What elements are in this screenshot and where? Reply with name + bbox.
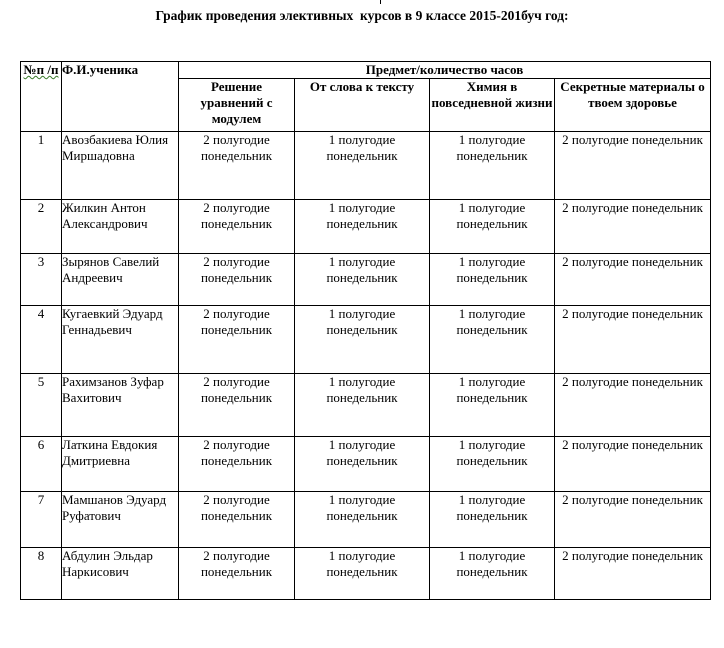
student-name: Мамшанов Эдуард Руфатович [62, 492, 179, 548]
course-cell: 1 полугодие понедельник [295, 200, 430, 254]
page-marker [380, 0, 381, 4]
student-name: Абдулин Эльдар Наркисович [62, 548, 179, 600]
course-cell: 1 полугодие понедельник [295, 548, 430, 600]
course-cell: 1 полугодие понедельник [430, 306, 555, 374]
header-course: От слова к тексту [295, 79, 430, 132]
elective-schedule-table [20, 61, 711, 600]
row-number: 3 [21, 254, 62, 306]
course-cell: 2 полугодие понедельник [179, 374, 295, 437]
course-cell: 1 полугодие понедельник [430, 374, 555, 437]
course-cell: 2 полугодие понедельник [555, 548, 711, 600]
course-cell: 2 полугодие понедельник [555, 200, 711, 254]
table-row [21, 374, 711, 437]
course-cell: 1 полугодие понедельник [295, 437, 430, 492]
header-course: Решение уравнений с модулем [179, 79, 295, 132]
table-row [21, 200, 711, 254]
header-student-name: Ф.И.ученика [62, 62, 179, 132]
course-cell: 2 полугодие понедельник [555, 254, 711, 306]
course-cell: 1 полугодие понедельник [430, 254, 555, 306]
row-number: 4 [21, 306, 62, 374]
course-cell: 2 полугодие понедельник [179, 492, 295, 548]
document-title: График проведения элективных курсов в 9 классе 2015-201буч год: [155, 8, 569, 23]
course-cell: 2 полугодие понедельник [179, 132, 295, 200]
row-number: 1 [21, 132, 62, 200]
course-cell: 2 полугодие понедельник [555, 492, 711, 548]
student-name: Авозбакиева Юлия Миршадовна [62, 132, 179, 200]
table-row [21, 437, 711, 492]
row-number: 6 [21, 437, 62, 492]
header-course: Секретные материалы о твоем здоровье [555, 79, 711, 132]
row-number: 7 [21, 492, 62, 548]
course-cell: 2 полугодие понедельник [179, 200, 295, 254]
header-subject-hours: Предмет/количество часов [179, 62, 711, 79]
student-name: Зырянов Савелий Андреевич [62, 254, 179, 306]
course-cell: 2 полугодие понедельник [555, 437, 711, 492]
table-row [21, 306, 711, 374]
course-cell: 1 полугодие понедельник [430, 492, 555, 548]
table-row [21, 254, 711, 306]
course-cell: 2 полугодие понедельник [179, 548, 295, 600]
course-cell: 2 полугодие понедельник [555, 132, 711, 200]
course-cell: 1 полугодие понедельник [295, 374, 430, 437]
table-row [21, 132, 711, 200]
row-number: 8 [21, 548, 62, 600]
header-course: Химия в повседневной жизни [430, 79, 555, 132]
student-name: Жилкин Антон Александрович [62, 200, 179, 254]
student-name: Рахимзанов Зуфар Вахитович [62, 374, 179, 437]
course-cell: 1 полугодие понедельник [295, 306, 430, 374]
row-number: 2 [21, 200, 62, 254]
table-row [21, 548, 711, 600]
course-cell: 1 полугодие понедельник [430, 132, 555, 200]
table-row [21, 492, 711, 548]
course-cell: 1 полугодие понедельник [295, 254, 430, 306]
header-number: №п /п [21, 62, 62, 132]
header-row-top [21, 62, 711, 79]
row-number: 5 [21, 374, 62, 437]
course-cell: 2 полугодие понедельник [555, 374, 711, 437]
student-name: Латкина Евдокия Дмитриевна [62, 437, 179, 492]
course-cell: 2 полугодие понедельник [179, 306, 295, 374]
course-cell: 1 полугодие понедельник [430, 200, 555, 254]
course-cell: 1 полугодие понедельник [295, 492, 430, 548]
course-cell: 1 полугодие понедельник [430, 437, 555, 492]
course-cell: 2 полугодие понедельник [555, 306, 711, 374]
course-cell: 1 полугодие понедельник [430, 548, 555, 600]
course-cell: 1 полугодие понедельник [295, 132, 430, 200]
course-cell: 2 полугодие понедельник [179, 437, 295, 492]
student-name: Кугаевкий Эдуард Геннадьевич [62, 306, 179, 374]
course-cell: 2 полугодие понедельник [179, 254, 295, 306]
